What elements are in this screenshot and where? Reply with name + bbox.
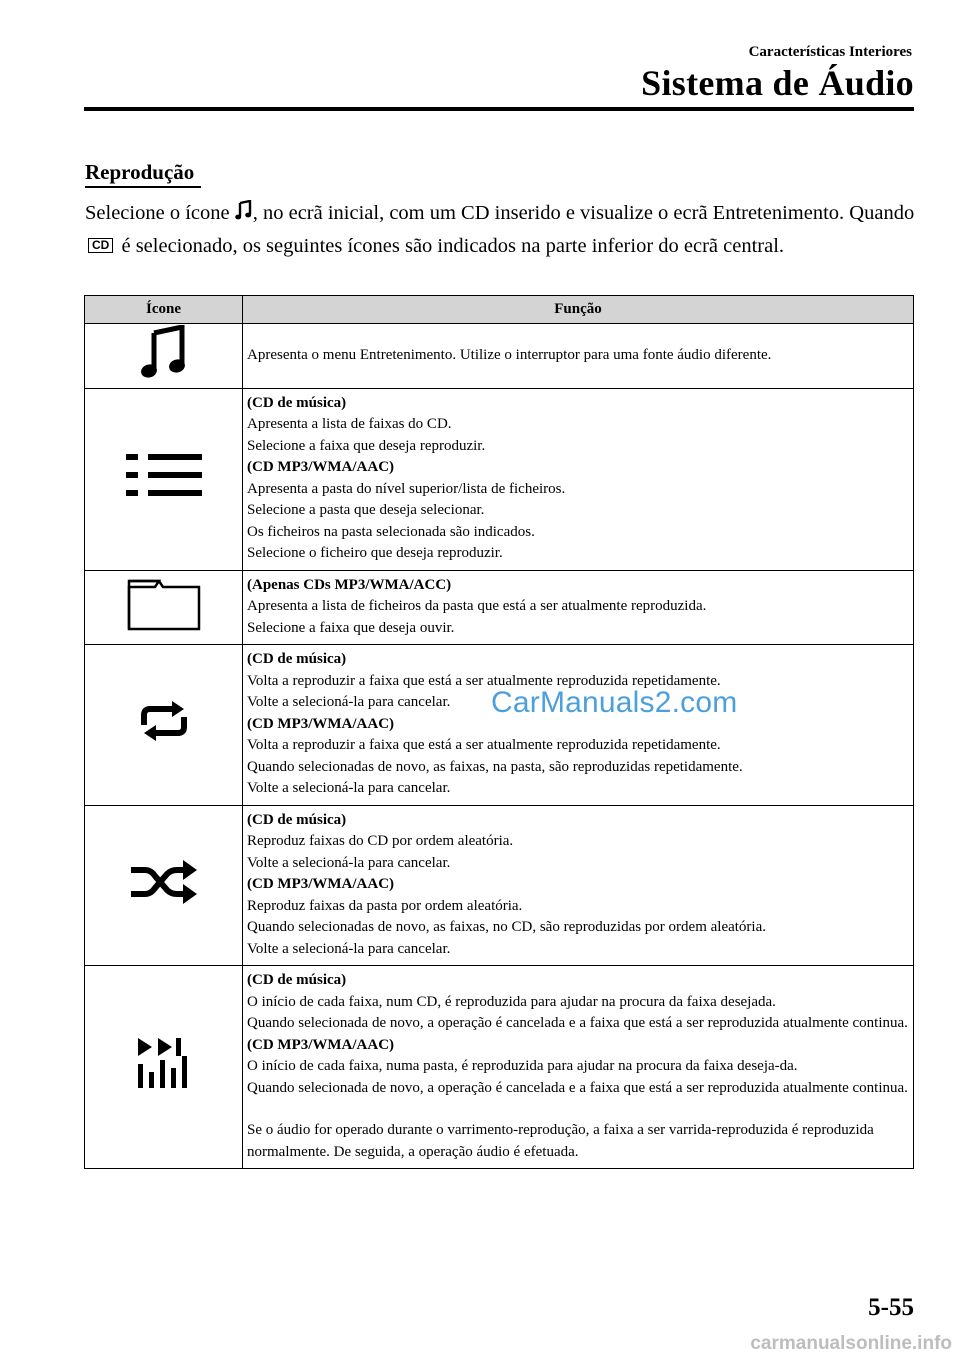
list-icon <box>124 452 204 498</box>
function-line: Selecione a faixa que deseja reproduzir. <box>247 437 486 454</box>
function-cell <box>243 966 914 1169</box>
function-line: Apresenta o menu Entretenimento. Utilize o interruptor para uma fonte áudio diferente. <box>247 346 772 363</box>
icon-cell <box>85 966 243 1169</box>
function-line: Quando selecionadas de novo, as faixas, no CD, são reproduzidas por ordem aleatória. <box>247 919 767 935</box>
footer-watermark: carmanualsonline.info <box>750 1333 952 1354</box>
entertainment-icon <box>235 200 253 231</box>
scan-icon <box>134 1038 194 1088</box>
function-line: Reproduz faixas do CD por ordem aleatória. <box>247 833 514 849</box>
function-line: Volte a selecioná-la para cancelar. <box>247 940 451 957</box>
function-line: O início de cada faixa, numa pasta, é reproduzida para ajudar na procura da faixa deseja-da. <box>247 1058 798 1074</box>
function-line: Volte a selecioná-la para cancelar. <box>247 854 451 871</box>
intro-text: , no ecrã inicial, com um CD inserido e visualize o ecrã Entretenimento. <box>252 202 845 224</box>
watermark: CarManuals2.com <box>491 686 738 719</box>
function-cell <box>243 805 914 966</box>
music-note-icon <box>141 325 187 379</box>
function-cell <box>243 645 914 806</box>
function-line: (CD de música) <box>247 651 347 667</box>
function-line: Se o áudio for operado durante o varrimento-reprodução, a faixa a ser varrida-reproduzida é reproduzida normalmente. De seguida, a operação áudio é efetuada. <box>247 1122 874 1160</box>
function-table <box>84 295 914 1169</box>
intro-paragraph <box>85 198 915 261</box>
function-line: (CD de música) <box>247 972 347 988</box>
function-line: Selecione o ficheiro que deseja reproduzir. <box>247 545 503 561</box>
table-row <box>85 805 914 966</box>
function-line: (CD MP3/WMA/AAC) <box>247 459 395 475</box>
function-line: Volte a selecioná-la para cancelar. <box>247 694 451 710</box>
function-line: Volte a selecioná-la para cancelar. <box>247 780 451 796</box>
intro-text: é selecionado, os seguintes ícones são indicados na parte inferior do ecrã central. <box>121 235 785 257</box>
table-row <box>85 966 914 1169</box>
function-line: (CD de música) <box>247 811 347 828</box>
function-line: Apresenta a lista de faixas do CD. <box>247 416 452 432</box>
icon-cell <box>85 805 243 966</box>
function-line: Volta a reproduzir a faixa que está a ser atualmente reproduzida repetidamente. <box>247 672 721 689</box>
function-line: Quando selecionada de novo, a operação é cancelada e a faixa que está a ser reproduzida atualmente continua. <box>247 1079 908 1096</box>
icon-cell <box>85 388 243 570</box>
function-line: Os ficheiros na pasta selecionada são indicados. <box>247 523 535 540</box>
page-title: Sistema de Áudio <box>641 63 914 103</box>
function-line: Apresenta a pasta do nível superior/lista de ficheiros. <box>247 480 566 497</box>
header-rule <box>84 107 914 111</box>
section-heading: Reprodução <box>85 160 195 184</box>
function-cell <box>243 324 914 389</box>
table-row <box>85 324 914 389</box>
function-line: (CD MP3/WMA/AAC) <box>247 715 395 732</box>
function-line: Selecione a faixa que deseja ouvir. <box>247 619 455 636</box>
function-line: (CD de música) <box>247 394 347 411</box>
blank-line <box>247 1099 909 1120</box>
heading-underline <box>85 186 201 188</box>
function-line: Volta a reproduzir a faixa que está a ser atualmente reproduzida repetidamente. <box>247 737 721 753</box>
table-row <box>85 388 914 570</box>
function-line: Quando selecionadas de novo, as faixas, na pasta, são reproduzidas repetidamente. <box>247 758 743 775</box>
page-number: 5-55 <box>868 1294 914 1321</box>
function-line: (CD MP3/WMA/AAC) <box>247 876 395 892</box>
intro-text: Selecione o ícone <box>85 202 230 224</box>
intro-text: Quando <box>849 202 915 224</box>
icon-cell <box>85 324 243 389</box>
folder-icon <box>127 577 201 631</box>
function-line: (CD MP3/WMA/AAC) <box>247 1036 395 1053</box>
function-line: (Apenas CDs MP3/WMA/ACC) <box>247 576 452 593</box>
column-header-function: Função <box>243 296 914 324</box>
function-line: Apresenta a lista de ficheiros da pasta que está a ser atualmente reproduzida. <box>247 598 707 614</box>
cd-icon: CD <box>88 238 113 253</box>
icon-cell <box>85 645 243 806</box>
function-cell <box>243 388 914 570</box>
table-row <box>85 645 914 806</box>
column-header-icon: Ícone <box>85 296 243 324</box>
function-line: Reproduz faixas da pasta por ordem aleatória. <box>247 897 523 914</box>
section-label: Características Interiores <box>748 44 912 60</box>
table-row <box>85 570 914 645</box>
function-line: Selecione a pasta que deseja selecionar. <box>247 502 485 518</box>
function-cell <box>243 570 914 645</box>
function-line: Quando selecionada de novo, a operação é cancelada e a faixa que está a ser reproduzida atualmente continua. <box>247 1015 908 1031</box>
shuffle-icon <box>129 860 199 904</box>
icon-cell <box>85 570 243 645</box>
repeat-icon <box>136 701 192 741</box>
function-line: O início de cada faixa, num CD, é reproduzida para ajudar na procura da faixa desejada. <box>247 993 776 1010</box>
